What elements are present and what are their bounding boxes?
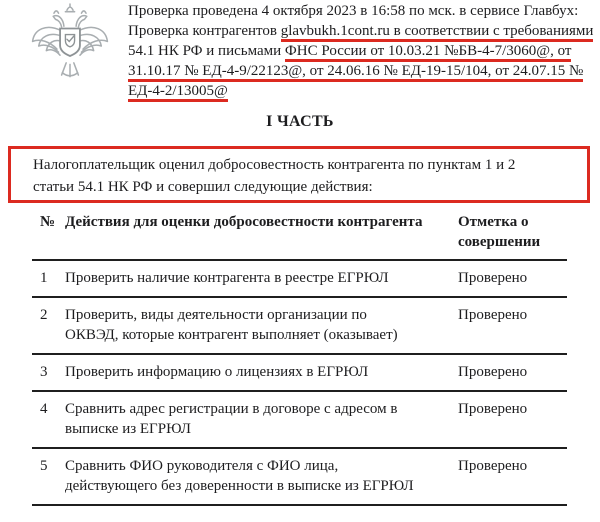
row-action (65, 297, 458, 354)
header-text-underlined: glavbukh.1cont.ru в соответствии с требованиями (281, 23, 594, 42)
row-action-line: Сравнить адрес регистрации в договоре с адресом в (65, 401, 398, 417)
row-mark: Проверено (458, 458, 528, 474)
row-number: 4 (40, 401, 48, 417)
row-mark: Проверено (458, 401, 528, 417)
header-line (128, 41, 590, 61)
row-action-line: Проверить информацию о лицензиях в ЕГРЮЛ (65, 364, 369, 380)
table-header-row (32, 208, 567, 260)
row-action-line: Сравнить ФИО руководителя с ФИО лица, (65, 458, 339, 474)
header-line (128, 1, 590, 21)
column-header-number: № (40, 214, 56, 230)
row-number: 2 (40, 307, 48, 323)
row-action (65, 448, 458, 505)
row-action (65, 260, 458, 297)
table-row (32, 391, 567, 448)
verification-actions-table (32, 208, 567, 506)
row-action-line: Проверить наличие контрагента в реестре ЕГРЮЛ (65, 270, 389, 286)
table-row (32, 260, 567, 297)
row-mark: Проверено (458, 307, 528, 323)
taxpayer-statement-box (8, 146, 590, 203)
row-number: 1 (40, 270, 48, 286)
table-row (32, 297, 567, 354)
table-row (32, 354, 567, 391)
row-mark: Проверено (458, 270, 528, 286)
header-text-underlined: ФНС России от 10.03.21 №БВ-4-7/3060@, от (285, 43, 572, 62)
row-action (65, 391, 458, 448)
row-action-line: ОКВЭД, которые контрагент выполняет (оказывает) (65, 327, 398, 343)
header-text-plain: Проверка проведена 4 октября 2023 в 16:58 по мск. в сервисе Главбух: (128, 3, 579, 19)
header-text-underlined: 31.10.17 № ЕД-4-9/22123@, от 24.06.16 № ЕД-19-15/104, от 24.07.15 № (128, 63, 583, 82)
row-action (65, 354, 458, 391)
header-text-underlined: ЕД-4-2/13005@ (128, 83, 228, 102)
double-headed-eagle-emblem-icon (28, 3, 112, 83)
report-header-paragraph (128, 1, 594, 101)
statement-line: Налогоплательщик оценил добросовестность контрагента по пунктам 1 и 2 (33, 157, 516, 173)
row-action-line: выписке из ЕГРЮЛ (65, 421, 191, 437)
column-header-action: Действия для оценки добросовестности контрагента (65, 214, 423, 230)
column-header-mark: Отметка о совершении (458, 214, 541, 250)
row-mark: Проверено (458, 364, 528, 380)
header-line (128, 21, 594, 41)
header-text-plain: 54.1 НК РФ и письмами (128, 43, 285, 59)
header-line (128, 61, 590, 81)
part-title: I ЧАСТЬ (266, 113, 334, 130)
row-action-line: Проверить, виды деятельности организации по (65, 307, 367, 323)
header-line (128, 81, 590, 101)
row-number: 3 (40, 364, 48, 380)
header-text-plain: Проверка контрагентов (128, 23, 281, 39)
statement-line: статьи 54.1 НК РФ и совершил следующие действия: (33, 179, 373, 195)
row-action-line: действующего без доверенности в выписке из ЕГРЮЛ (65, 478, 414, 494)
table-row (32, 448, 567, 505)
row-number: 5 (40, 458, 48, 474)
